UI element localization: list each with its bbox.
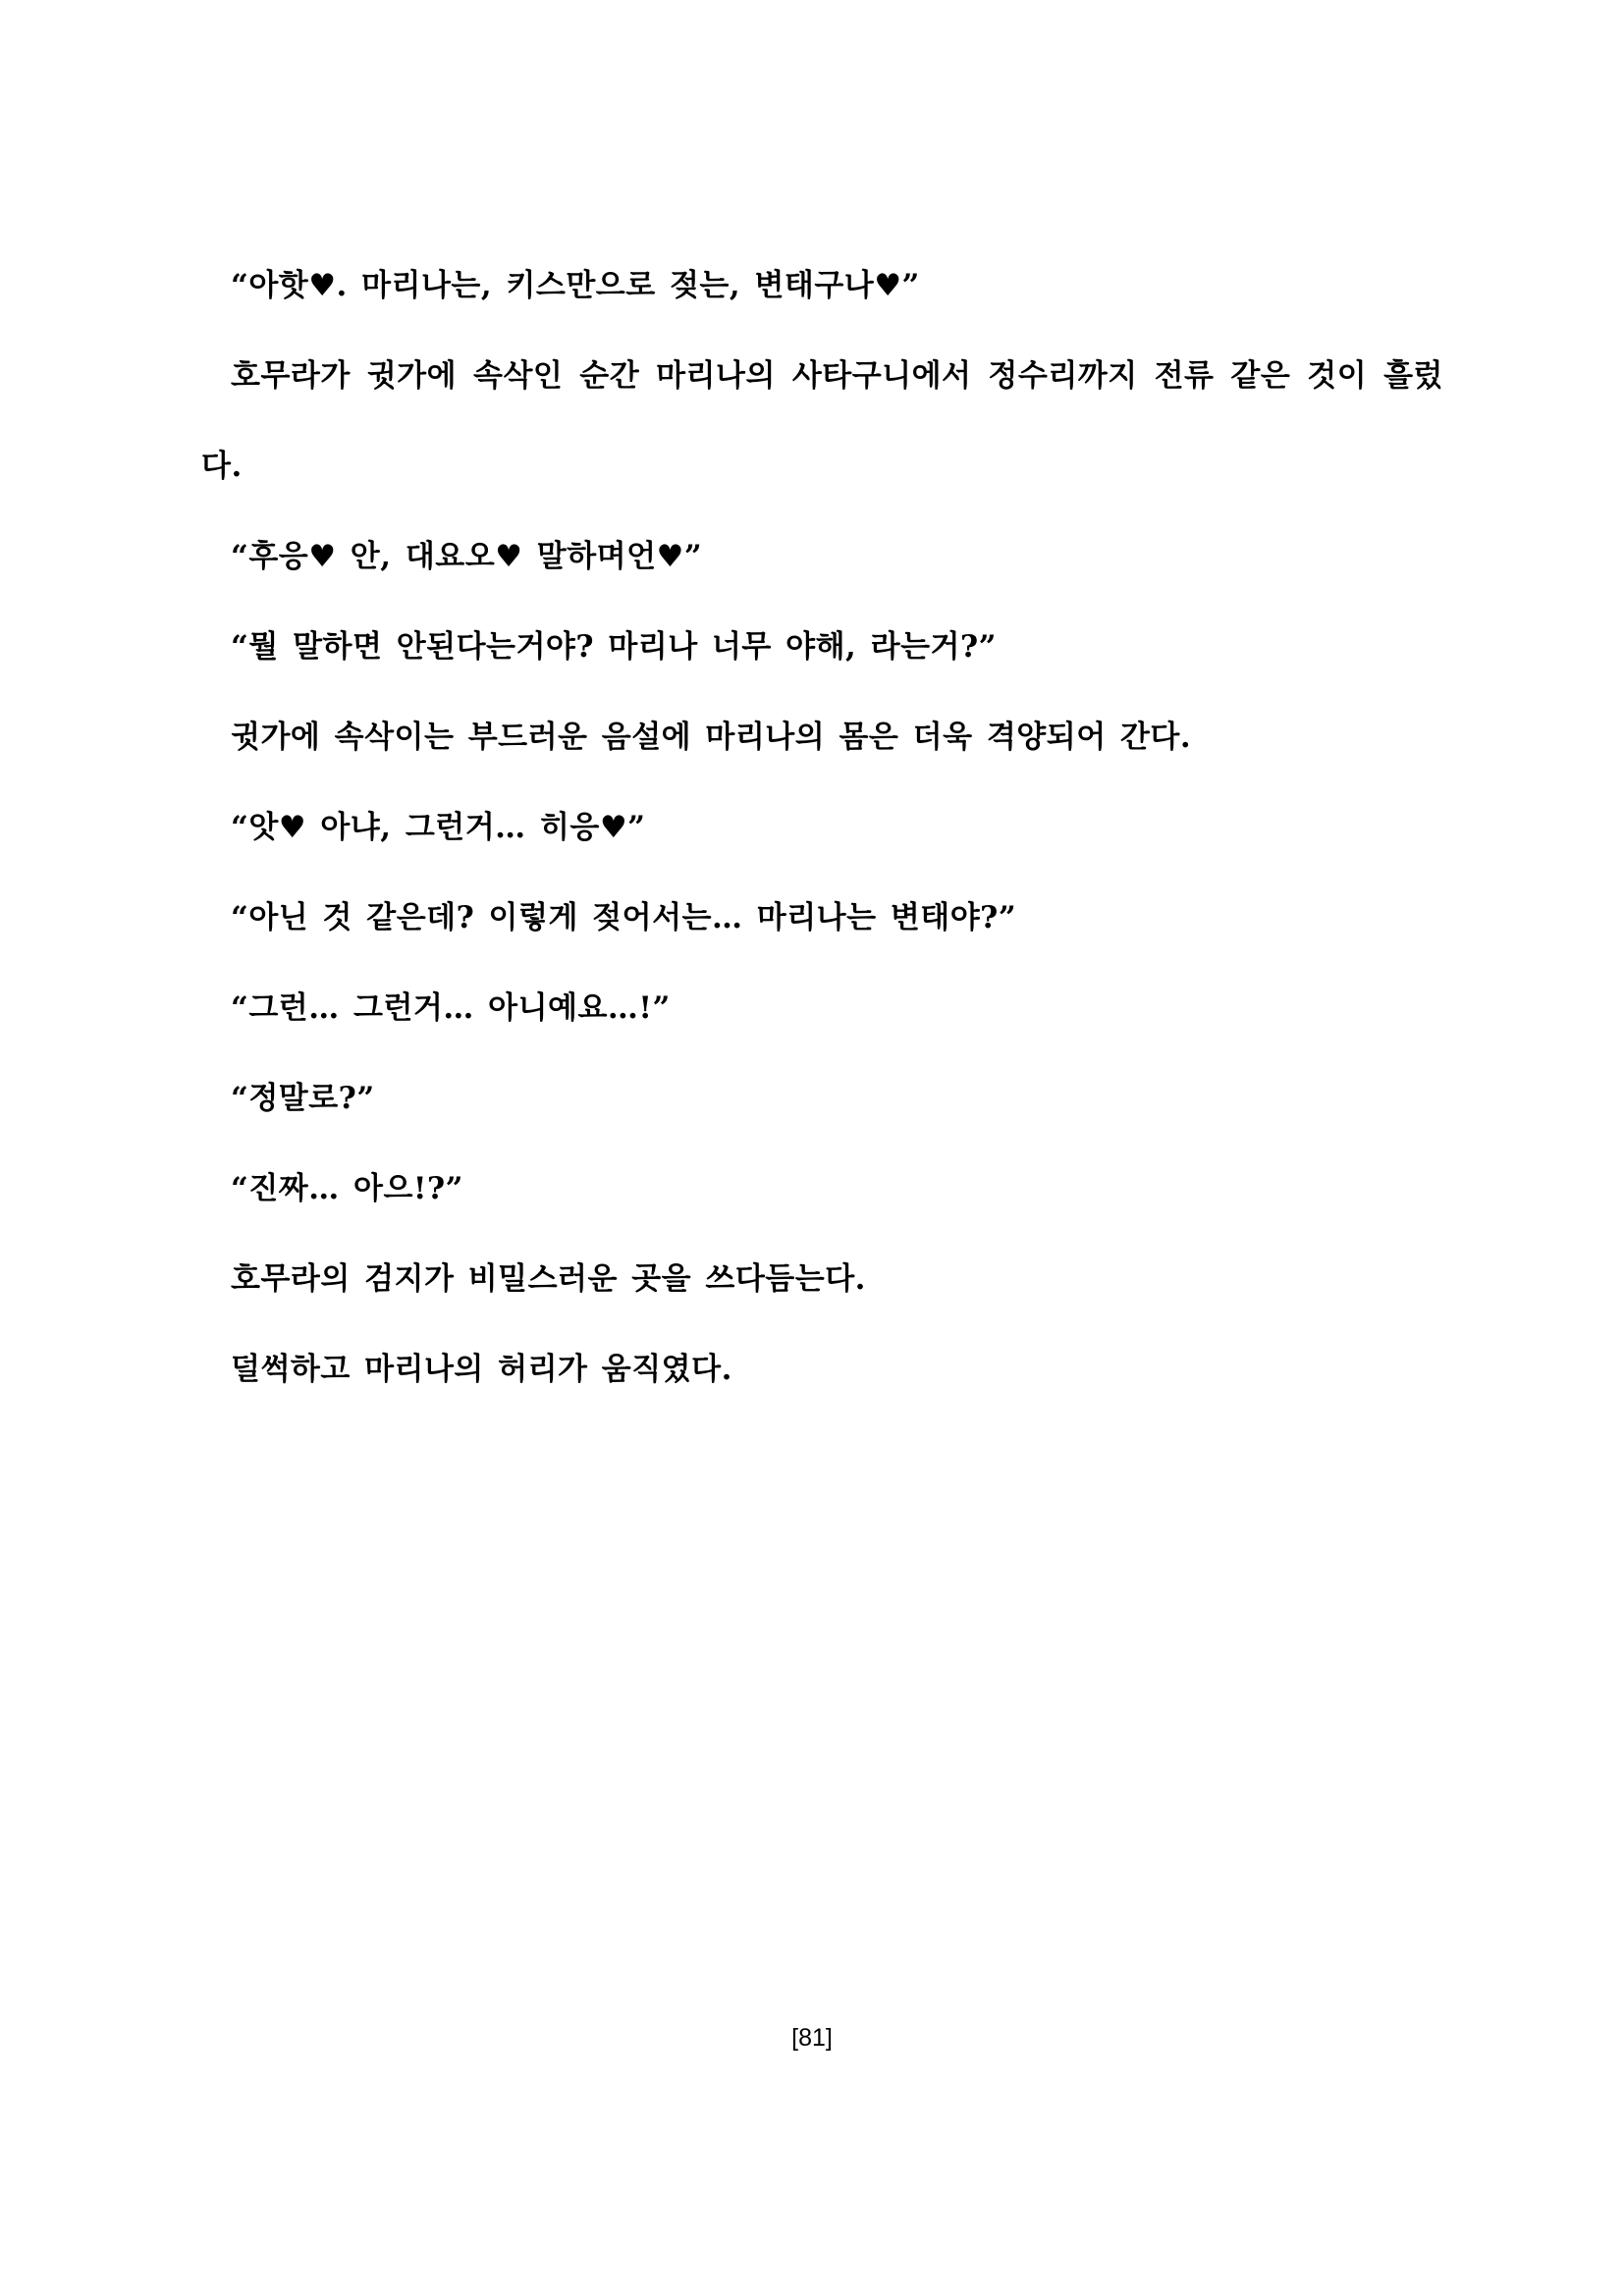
paragraph: “앗♥ 아냐, 그런거… 히응♥” — [231, 810, 646, 845]
page-number: [81] — [791, 2024, 833, 2052]
paragraph: 호무라가 귓가에 속삭인 순간 마리나의 사타구니에서 정수리까지 전류 같은 것이 흘렀다. — [201, 358, 1443, 484]
paragraph: “그런… 그런거… 아니예요…!” — [231, 990, 671, 1026]
paragraph: 호무라의 검지가 비밀스러운 곳을 쓰다듬는다. — [231, 1261, 866, 1297]
paragraph: “후응♥ 안, 대요오♥ 말하며언♥” — [231, 539, 703, 574]
paragraph: “정말로?” — [231, 1081, 375, 1116]
paragraph: “뭘 말하면 안된다는거야? 마리나 너무 야해, 라는거?” — [231, 629, 997, 665]
body-text — [201, 240, 1443, 1415]
paragraph: “진짜… 아으!?” — [231, 1171, 464, 1206]
paragraph: 덜썩하고 마리나의 허리가 움직였다. — [231, 1352, 732, 1387]
paragraph: “아핫♥. 마리나는, 키스만으로 젖는, 변태구나♥” — [231, 268, 920, 303]
paragraph: 귓가에 속삭이는 부드러운 음설에 마리나의 몸은 더욱 격양되어 간다. — [231, 720, 1192, 755]
paragraph: “아닌 것 같은데? 이렇게 젖어서는… 마리나는 변태야?” — [231, 900, 1017, 935]
